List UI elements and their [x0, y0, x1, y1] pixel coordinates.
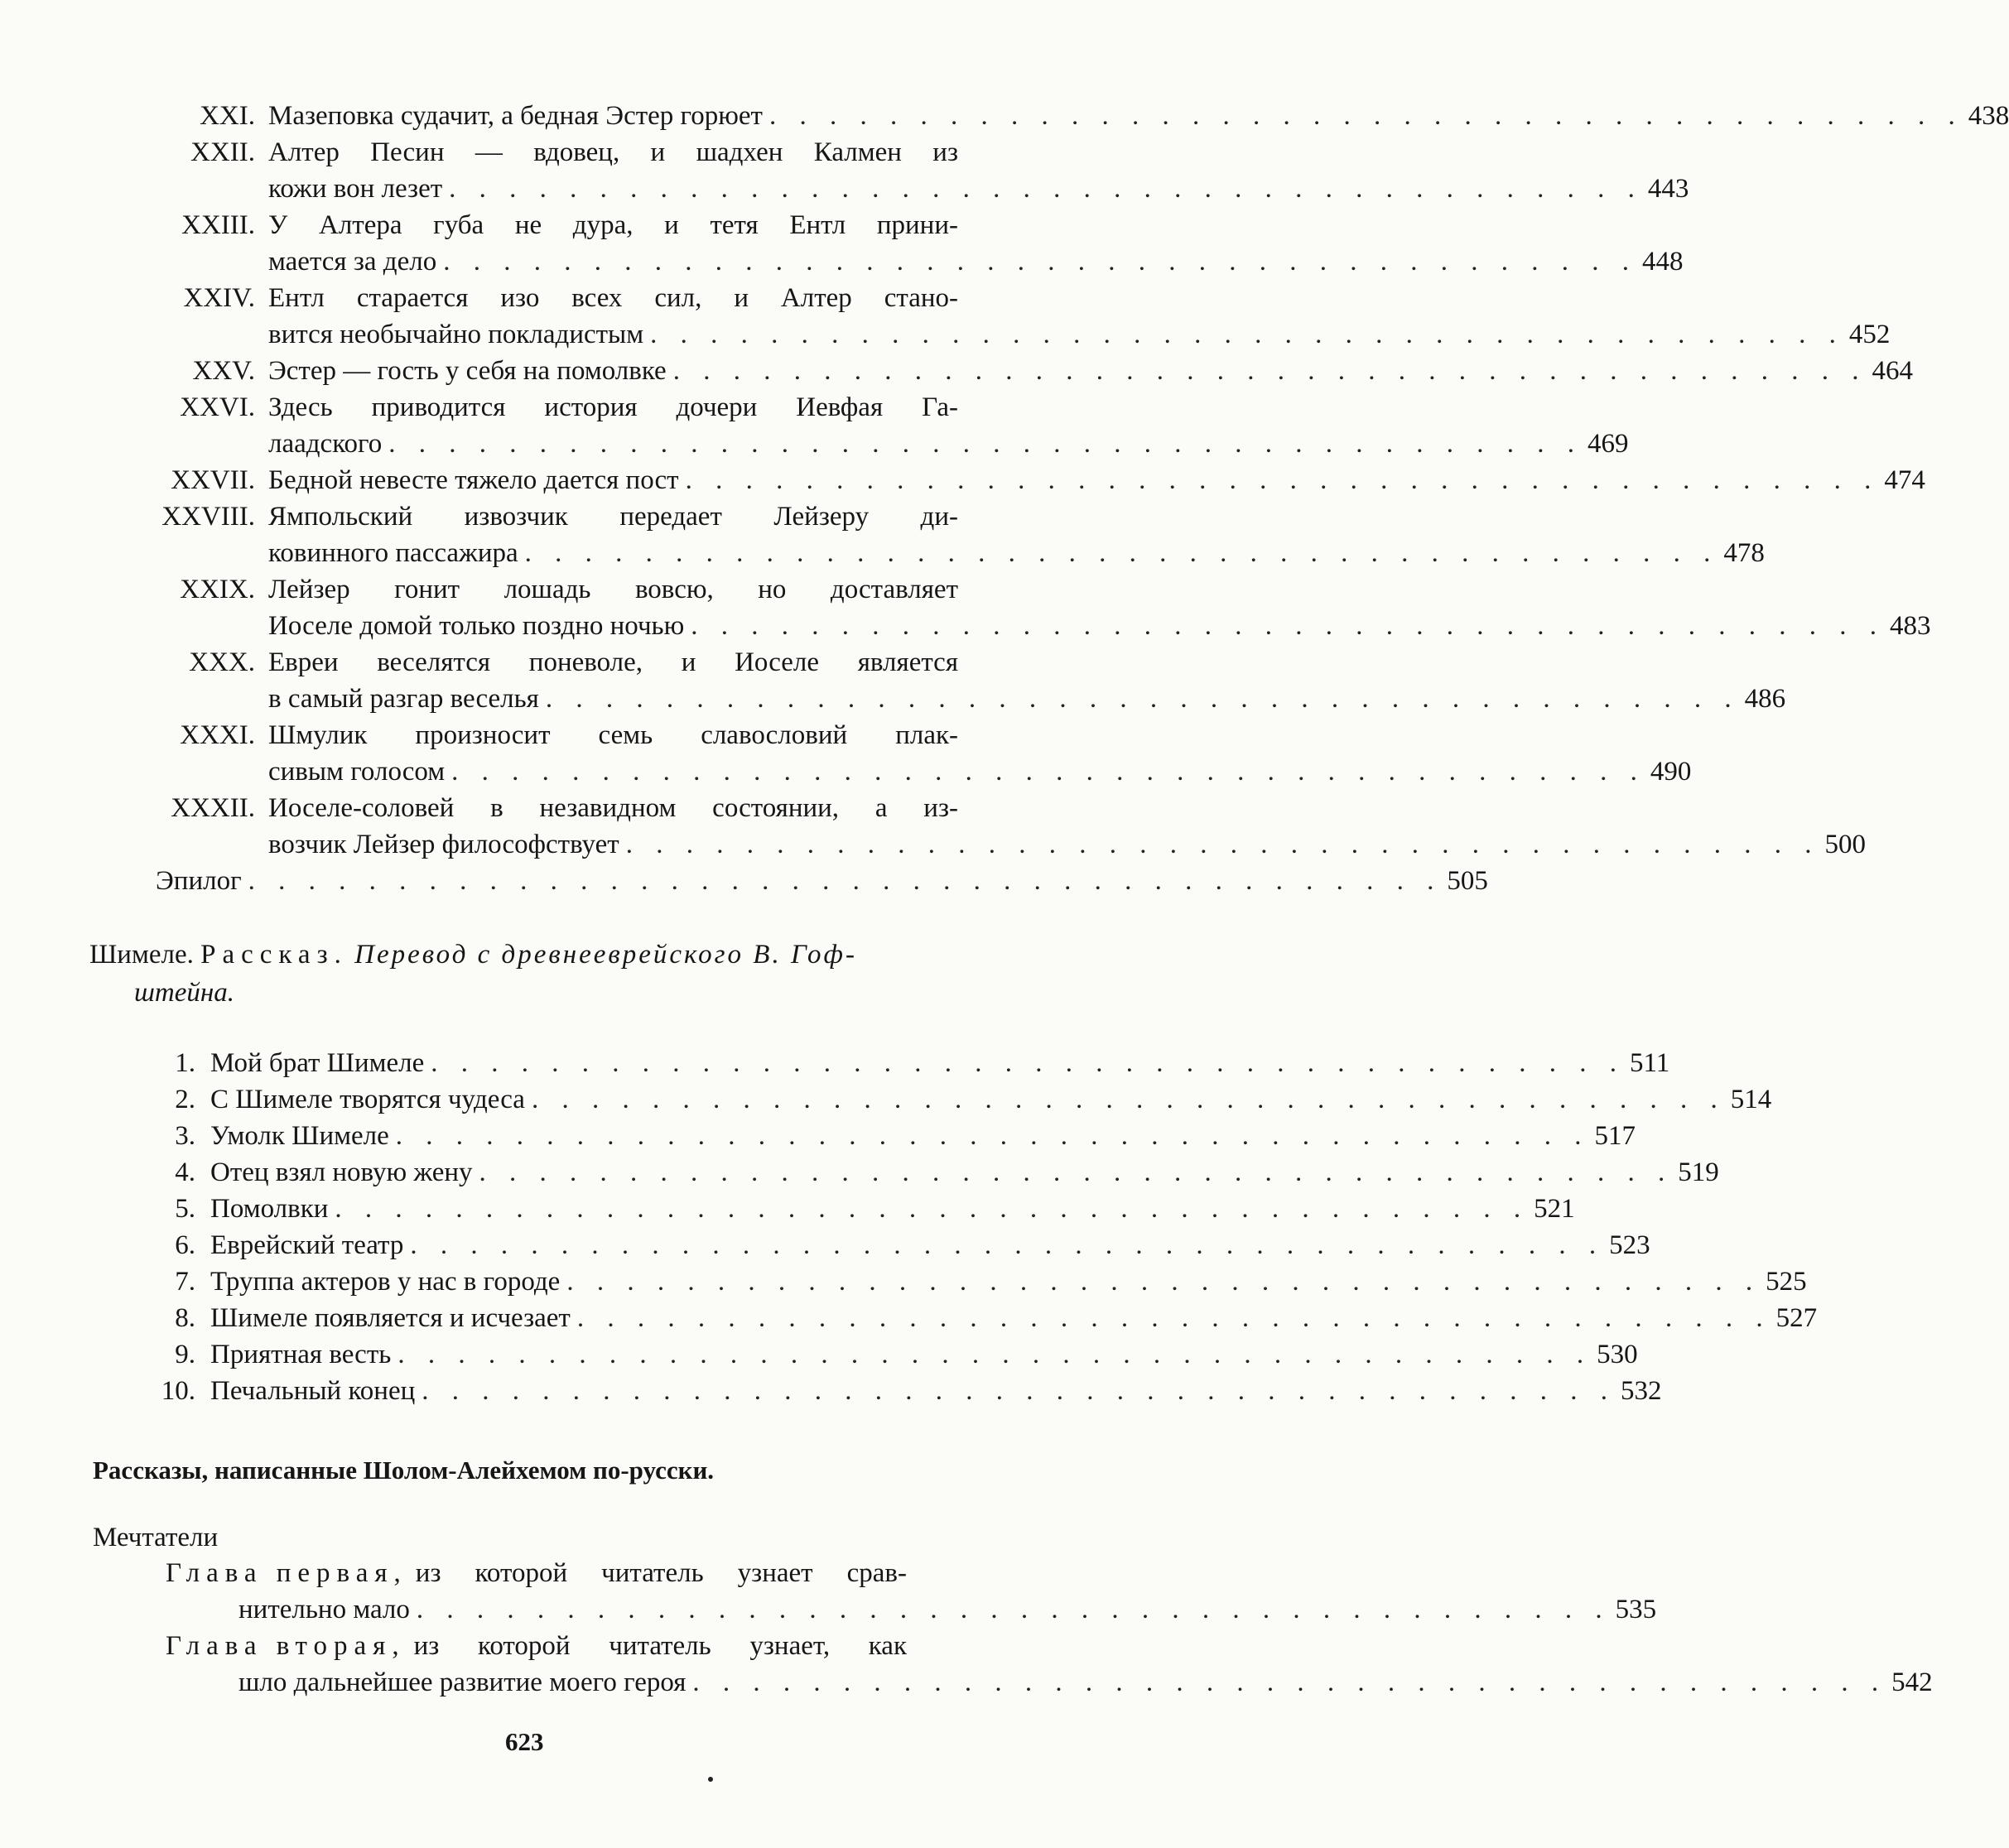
shimele-chapter-title: Помолвки	[210, 1194, 329, 1224]
leader-dots: . . . . . . . . . . . . . . . . . . . . . . . . . . . . . . . . . . . . . . . .	[650, 320, 1844, 349]
leader-dots: . . . . . . . . . . . . . . . . . . . . . . . . . . . . . . . . . . . . . . . .	[692, 1668, 1887, 1697]
glava-description: из которой читатель узнает, как	[413, 1631, 907, 1661]
chapter-title-last-line	[268, 316, 1891, 353]
chapter-title-text: Иоселе домой только поздно ночью	[268, 611, 685, 641]
chapter-title-line	[268, 498, 958, 535]
glava-description-cont: шло дальнейшее развитие моего героя	[238, 1668, 687, 1697]
chapter-numeral: XXX.	[189, 647, 255, 677]
page-reference: 452	[1848, 320, 1891, 349]
chapter-title-last-line	[268, 98, 2009, 134]
chapter-title-text: Ентл старается изо всех сил, и Алтер стано-	[268, 283, 958, 313]
chapter-title-line	[268, 389, 958, 426]
shimele-chapter-number: 1.	[175, 1048, 195, 1078]
glava-last-line	[238, 1591, 1657, 1628]
glava-first-line	[166, 1555, 907, 1591]
shimele-chapter-number: 5.	[175, 1194, 195, 1224]
shimele-chapter-number: 10.	[161, 1376, 195, 1406]
page-reference: 448	[1641, 247, 1684, 277]
chapter-title-last-line	[268, 462, 1925, 498]
leader-dots: . . . . . . . . . . . . . . . . . . . . . . . . . . . . . . . . . . . . . . . .	[449, 174, 1643, 204]
shimele-heading	[89, 936, 959, 1012]
chapter-title-text: Эстер — гость у себя на помолвке	[268, 356, 667, 386]
shimele-chapter-number: 9.	[175, 1340, 195, 1369]
chapter-title-last-line	[268, 535, 1765, 571]
chapter-title-text: Шмулик произносит семь славословий плак-	[268, 720, 958, 750]
leader-dots: . . . . . . . . . . . . . . . . . . . . . . . . . . . . . . . . . . . . . . . .	[410, 1230, 1605, 1260]
chapter-numeral: XXVI.	[180, 392, 255, 422]
chapter-title-text: Эпилог	[156, 866, 242, 896]
shimele-chapter-title: С Шимеле творятся чудеса	[210, 1085, 525, 1114]
leader-dots: . . . . . . . . . . . . . . . . . . . . . . . . . . . . . . . . . . . . . . . .	[576, 1303, 1771, 1333]
chapter-title-text: лаадского	[268, 429, 383, 459]
shimele-chapter-number: 6.	[175, 1230, 195, 1260]
chapter-title-last-line	[268, 608, 1931, 644]
leader-dots: . . . . . . . . . . . . . . . . . . . . . . . . . . . . . . . . . . . . . . . .	[768, 101, 1963, 131]
chapter-title-text: У Алтера губа не дура, и тетя Ентл прини-	[268, 210, 958, 240]
chapter-title-text: Здесь приводится история дочери Иевфая Га-	[268, 392, 958, 422]
chapter-title-line	[268, 644, 958, 681]
shimele-chapter-row	[210, 1336, 1638, 1373]
shimele-chapter-title: Шимеле появляется и исчезает	[210, 1303, 571, 1333]
chapter-numeral: XXXII.	[171, 793, 255, 823]
shimele-title: Шимеле.	[89, 940, 194, 970]
chapter-title-text: ковинного пассажира	[268, 538, 518, 568]
chapter-title-text: Бедной невесте тяжело дается пост	[268, 465, 679, 495]
leader-dots: . . . . . . . . . . . . . . . . . . . . . . . . . . . . . . . . . . . . . . . .	[451, 757, 1645, 787]
leader-dots: . . . . . . . . . . . . . . . . . . . . . . . . . . . . . . . . . . . . . . . .	[625, 830, 1820, 859]
leader-dots: . . . . . . . . . . . . . . . . . . . . . . . . . . . . . . . . . . . . . . . .	[672, 356, 1867, 386]
chapter-title-last-line	[268, 353, 1913, 389]
page-reference: 517	[1594, 1121, 1636, 1151]
leader-dots: . . . . . . . . . . . . . . . . . . . . . . . . . . . . . . . . . . . . . . . .	[422, 1376, 1616, 1406]
shimele-chapter-number: 4.	[175, 1157, 195, 1187]
chapter-title-text: Мазеповка судачит, а бедная Эстер горюет	[268, 101, 763, 131]
leader-dots: . . . . . . . . . . . . . . . . . . . . . . . . . . . . . . . . . . . . . . . .	[531, 1085, 1726, 1114]
shimele-chapter-title: Печальный конец	[210, 1376, 416, 1406]
chapter-title-last-line	[156, 863, 1488, 899]
shimele-chapter-title: Еврейский театр	[210, 1230, 404, 1260]
leader-dots: . . . . . . . . . . . . . . . . . . . . . . . . . . . . . . . . . . . . . . . .	[479, 1157, 1674, 1187]
glava-first-line	[166, 1628, 907, 1664]
chapter-title-line	[268, 717, 958, 753]
chapter-title-text: Ямпольский извозчик передает Лейзеру ди-	[268, 502, 958, 532]
chapter-title-text: Иоселе-соловей в незавидном состоянии, а из-	[268, 793, 958, 823]
chapter-numeral: XXIX.	[180, 575, 255, 604]
shimele-chapter-row	[210, 1045, 1670, 1081]
shimele-translator-cont: штейна.	[134, 978, 235, 1008]
leader-dots: . . . . . . . . . . . . . . . . . . . . . . . . . . . . . . . . . . . . . . . .	[416, 1595, 1611, 1624]
work-title: Мечтатели	[93, 1523, 219, 1552]
chapter-title-text: мается за дело	[268, 247, 437, 277]
page-reference: 535	[1615, 1595, 1657, 1624]
glava-description-cont: нительно мало	[238, 1595, 410, 1624]
shimele-chapter-row	[210, 1227, 1650, 1263]
chapter-numeral: XXVII.	[171, 465, 255, 495]
chapter-title-text: Евреи веселятся поневоле, и Иоселе является	[268, 647, 958, 677]
chapter-numeral: XXIV.	[183, 283, 255, 313]
shimele-genre: Рассказ.	[200, 940, 348, 970]
glava-description: из которой читатель узнает срав-	[415, 1558, 907, 1588]
page-reference: 490	[1650, 757, 1692, 787]
glava-last-line	[238, 1664, 1933, 1701]
page-reference: 521	[1534, 1194, 1575, 1224]
page-reference: 486	[1744, 684, 1786, 714]
page-reference: 523	[1609, 1230, 1650, 1260]
page-reference: 443	[1647, 174, 1689, 204]
chapter-title-line	[268, 134, 958, 171]
leader-dots: . . . . . . . . . . . . . . . . . . . . . . . . . . . . . . . . . . . . . . . .	[685, 465, 1880, 495]
chapter-numeral: XXIII.	[181, 210, 255, 240]
shimele-chapter-row	[210, 1118, 1636, 1154]
shimele-chapter-row	[210, 1373, 1662, 1409]
leader-dots: . . . . . . . . . . . . . . . . . . . . . . . . . . . . . . . . . . . . . . . .	[691, 611, 1886, 641]
chapter-title-text: в самый разгар веселья	[268, 684, 539, 714]
chapter-title-text: кожи вон лезет	[268, 174, 443, 204]
page-reference: 464	[1872, 356, 1913, 386]
leader-dots: . . . . . . . . . . . . . . . . . . . . . . . . . . . . . . . . . . . . . . . .	[388, 429, 1583, 459]
chapter-title-text: возчик Лейзер философствует	[268, 830, 619, 859]
page-reference: 530	[1597, 1340, 1638, 1369]
chapter-title-last-line	[268, 753, 1692, 790]
page-reference: 542	[1891, 1668, 1933, 1697]
chapter-numeral: XXII.	[190, 137, 255, 167]
shimele-chapter-row	[210, 1191, 1575, 1227]
glava-label: Глава первая,	[166, 1558, 407, 1588]
shimele-chapter-title: Приятная весть	[210, 1340, 392, 1369]
shimele-chapter-title: Труппа актеров у нас в городе	[210, 1267, 561, 1297]
leader-dots: . . . . . . . . . . . . . . . . . . . . . . . . . . . . . . . . . . . . . . . .	[248, 866, 1443, 896]
page-reference: 532	[1621, 1376, 1662, 1406]
shimele-chapter-row	[210, 1300, 1818, 1336]
page-reference: 478	[1723, 538, 1765, 568]
leader-dots: . . . . . . . . . . . . . . . . . . . . . . . . . . . . . . . . . . . . . . . .	[335, 1194, 1530, 1224]
leader-dots: . . . . . . . . . . . . . . . . . . . . . . . . . . . . . . . . . . . . . . . .	[524, 538, 1719, 568]
chapter-numeral: XXVIII.	[161, 502, 255, 532]
shimele-chapter-row	[210, 1154, 1719, 1191]
chapter-title-line	[268, 280, 958, 316]
chapter-title-text: вится необычайно покладистым	[268, 320, 644, 349]
leader-dots: . . . . . . . . . . . . . . . . . . . . . . . . . . . . . . . . . . . . . . . .	[566, 1267, 1761, 1297]
page-reference: 519	[1678, 1157, 1719, 1187]
shimele-chapter-row	[210, 1263, 1807, 1300]
chapter-numeral: XXXI.	[180, 720, 255, 750]
page-reference: 438	[1968, 101, 2009, 131]
shimele-translator: Перевод с древнееврейского В. Гоф-	[354, 940, 857, 970]
chapter-numeral: XXI.	[200, 101, 255, 131]
chapter-title-line	[268, 790, 958, 826]
chapter-title-last-line	[268, 171, 1689, 207]
leader-dots: . . . . . . . . . . . . . . . . . . . . . . . . . . . . . . . . . . . . . . . .	[431, 1048, 1626, 1078]
page-reference: 525	[1766, 1267, 1807, 1297]
ink-speck	[708, 1777, 713, 1782]
page-reference: 469	[1587, 429, 1629, 459]
chapter-title-last-line	[268, 681, 1786, 717]
shimele-chapter-title: Умолк Шимеле	[210, 1121, 389, 1151]
page-reference: 527	[1775, 1303, 1818, 1333]
chapter-title-line	[268, 207, 958, 243]
page-reference: 514	[1730, 1085, 1772, 1114]
shimele-chapter-number: 3.	[175, 1121, 195, 1151]
shimele-chapter-title: Мой брат Шимеле	[210, 1048, 425, 1078]
leader-dots: . . . . . . . . . . . . . . . . . . . . . . . . . . . . . . . . . . . . . . . .	[397, 1340, 1592, 1369]
shimele-chapter-number: 7.	[175, 1267, 195, 1297]
chapter-title-text: сивым голосом	[268, 757, 446, 787]
page-reference: 505	[1447, 866, 1488, 896]
leader-dots: . . . . . . . . . . . . . . . . . . . . . . . . . . . . . . . . . . . . . . . .	[545, 684, 1740, 714]
chapter-title-text: Лейзер гонит лошадь вовсю, но доставляет	[268, 575, 958, 604]
page-reference: 511	[1630, 1048, 1670, 1078]
shimele-chapter-number: 2.	[175, 1085, 195, 1114]
shimele-chapter-row	[210, 1081, 1772, 1118]
shimele-chapter-number: 8.	[175, 1303, 195, 1333]
russian-stories-heading: Рассказы, написанные Шолом-Алейхемом по-русски.	[93, 1456, 715, 1485]
chapter-title-line	[268, 571, 958, 608]
shimele-chapter-title: Отец взял новую жену	[210, 1157, 473, 1187]
page-number: 623	[505, 1727, 544, 1756]
chapter-title-text: Алтер Песин — вдовец, и шадхен Калмен из	[268, 137, 958, 167]
leader-dots: . . . . . . . . . . . . . . . . . . . . . . . . . . . . . . . . . . . . . . . .	[443, 247, 1637, 277]
page-reference: 483	[1890, 611, 1931, 641]
chapter-title-last-line	[268, 426, 1629, 462]
leader-dots: . . . . . . . . . . . . . . . . . . . . . . . . . . . . . . . . . . . . . . . .	[395, 1121, 1590, 1151]
chapter-title-last-line	[268, 826, 1866, 863]
glava-label: Глава вторая,	[166, 1631, 406, 1661]
chapter-title-last-line	[268, 243, 1684, 280]
page-reference: 474	[1884, 465, 1925, 495]
page-reference: 500	[1824, 830, 1866, 859]
chapter-numeral: XXV.	[192, 356, 255, 386]
